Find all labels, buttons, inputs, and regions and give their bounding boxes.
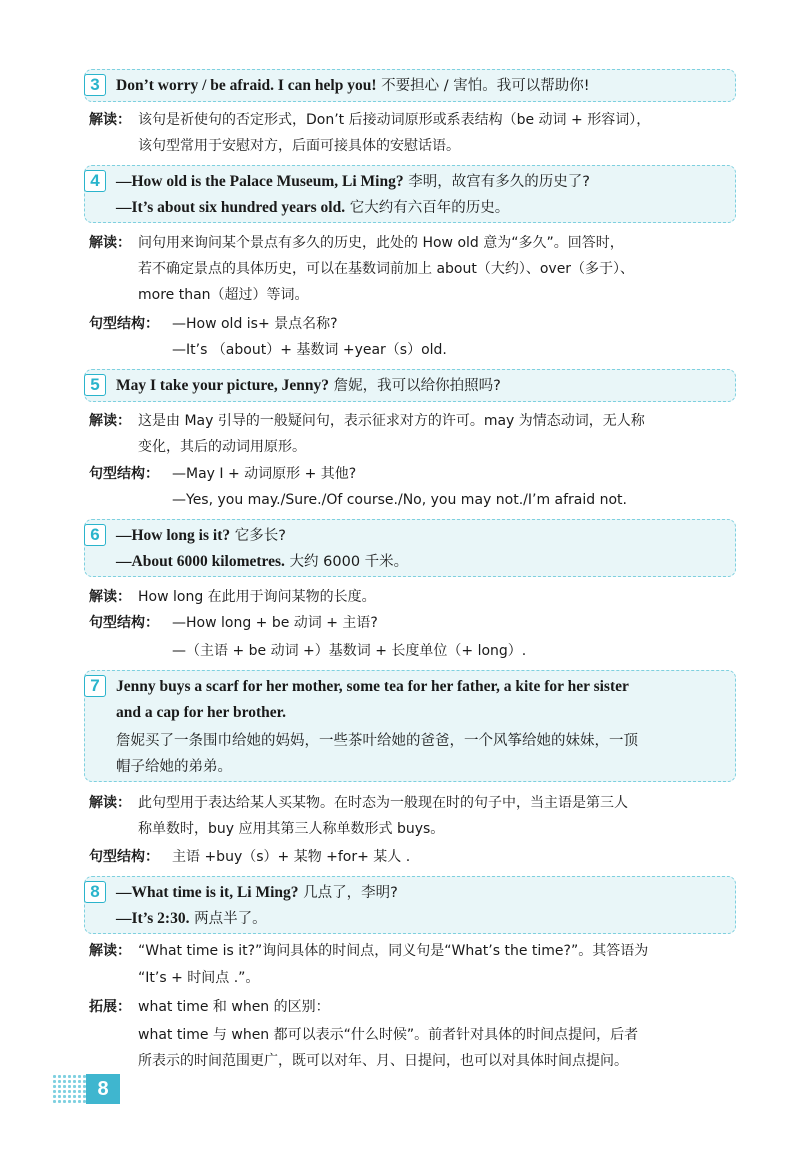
structure-text: —May I + 动词原形 + 其他? bbox=[172, 466, 357, 482]
example-sentence: Don’t worry / be afraid. I can help you! 不要担心 / 害怕。我可以帮助你! bbox=[116, 77, 590, 94]
analysis-text: 变化，其后的动词用原形。 bbox=[138, 439, 306, 455]
analysis-text: 称单数时，buy 应用其第三人称单数形式 buys。 bbox=[138, 821, 445, 837]
example-translation: 帽子给她的弟弟。 bbox=[116, 759, 232, 775]
analysis-text: “It’s + 时间点 .”。 bbox=[138, 970, 260, 986]
structure-text: —It’s （about）+ 基数词 +year（s）old. bbox=[172, 342, 447, 358]
structure-label: 句型结构： bbox=[89, 849, 159, 865]
structure-text: —（主语 + be 动词 +）基数词 + 长度单位（+ long）. bbox=[172, 643, 527, 659]
analysis-label: 解读： bbox=[89, 413, 131, 429]
example-sentence: —About 6000 kilometres. 大约 6000 千米。 bbox=[116, 553, 409, 570]
analysis-label: 解读： bbox=[89, 589, 131, 605]
page-number-decoration bbox=[52, 1074, 86, 1104]
structure-label: 句型结构： bbox=[89, 316, 159, 332]
item-number-6: 6 bbox=[84, 524, 106, 546]
analysis-text: 此句型用于表达给某人买某物。在时态为一般现在时的句子中，当主语是第三人 bbox=[138, 795, 628, 811]
example-sentence: —What time is it, Li Ming? 几点了，李明? bbox=[116, 884, 398, 901]
extension-label: 拓展： bbox=[89, 999, 131, 1015]
example-sentence: Jenny buys a scarf for her mother, some tea for her father, a kite for her sister bbox=[116, 678, 629, 695]
extension-text: what time 和 when 的区别： bbox=[138, 999, 330, 1015]
analysis-text: “What time is it?”询问具体的时间点，同义句是“What’s the time?”。其答语为 bbox=[138, 943, 649, 959]
analysis-text: 若不确定景点的具体历史，可以在基数词前加上 about（大约）、over（多于）、 bbox=[138, 261, 635, 277]
item-number-5: 5 bbox=[84, 374, 106, 396]
analysis-text: 问句用来询问某个景点有多久的历史，此处的 How old 意为“多久”。回答时， bbox=[138, 235, 624, 251]
example-sentence: —How old is the Palace Museum, Li Ming? 李明，故宫有多久的历史了? bbox=[116, 173, 590, 190]
analysis-text: 这是由 May 引导的一般疑问句，表示征求对方的许可。may 为情态动词，无人称 bbox=[138, 413, 645, 429]
analysis-text: more than（超过）等词。 bbox=[138, 287, 309, 303]
analysis-label: 解读： bbox=[89, 112, 131, 128]
example-sentence: —It’s about six hundred years old. 它大约有六百年的历史。 bbox=[116, 199, 510, 216]
item-number-3: 3 bbox=[84, 74, 106, 96]
item-number-4: 4 bbox=[84, 170, 106, 192]
item-number-7: 7 bbox=[84, 675, 106, 697]
item-number-8: 8 bbox=[84, 881, 106, 903]
structure-label: 句型结构： bbox=[89, 615, 159, 631]
page-number: 8 bbox=[86, 1074, 120, 1104]
extension-text: 所表示的时间范围更广，既可以对年、月、日提问，也可以对具体时间点提问。 bbox=[138, 1053, 628, 1069]
structure-label: 句型结构： bbox=[89, 466, 159, 482]
analysis-text: 该句型常用于安慰对方，后面可接具体的安慰话语。 bbox=[138, 138, 460, 154]
example-sentence: and a cap for her brother. bbox=[116, 704, 286, 721]
analysis-label: 解读： bbox=[89, 795, 131, 811]
example-translation: 詹妮买了一条围巾给她的妈妈，一些茶叶给她的爸爸，一个风筝给她的妹妹，一顶 bbox=[116, 733, 638, 749]
analysis-label: 解读： bbox=[89, 235, 131, 251]
example-sentence: May I take your picture, Jenny? 詹妮，我可以给你拍照吗? bbox=[116, 377, 501, 394]
structure-text: —How old is+ 景点名称? bbox=[172, 316, 338, 332]
extension-text: what time 与 when 都可以表示“什么时候”。前者针对具体的时间点提问，后者 bbox=[138, 1027, 639, 1043]
structure-text: —How long + be 动词 + 主语? bbox=[172, 615, 378, 631]
structure-text: —Yes, you may./Sure./Of course./No, you may not./I’m afraid not. bbox=[172, 492, 627, 508]
structure-text: 主语 +buy（s）+ 某物 +for+ 某人 . bbox=[172, 849, 411, 865]
analysis-text: How long 在此用于询问某物的长度。 bbox=[138, 589, 376, 605]
analysis-label: 解读： bbox=[89, 943, 131, 959]
analysis-text: 该句是祈使句的否定形式，Don’t 后接动词原形或系表结构（be 动词 + 形容词）， bbox=[138, 112, 651, 128]
example-sentence: —It’s 2:30. 两点半了。 bbox=[116, 910, 267, 927]
example-sentence: —How long is it? 它多长? bbox=[116, 527, 286, 544]
